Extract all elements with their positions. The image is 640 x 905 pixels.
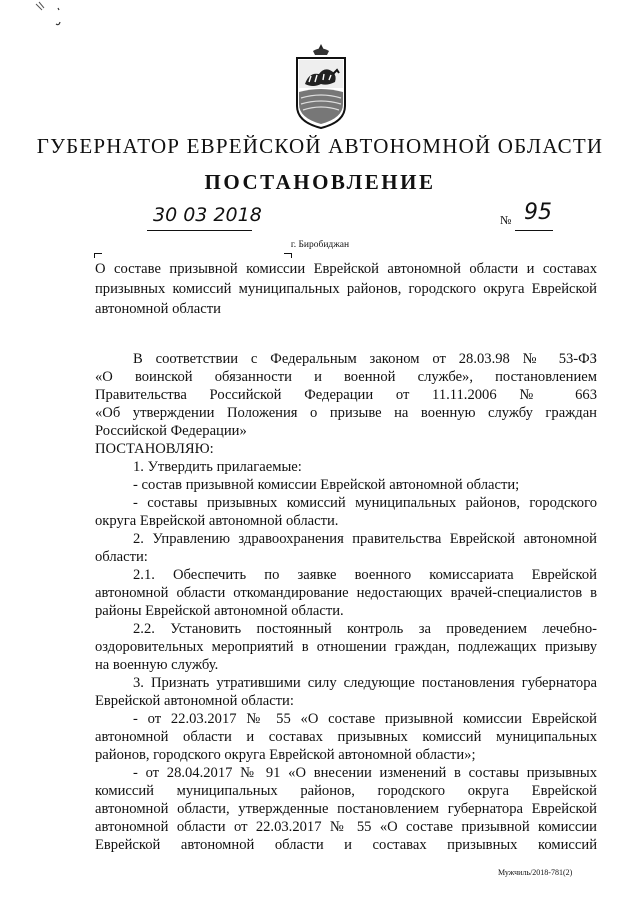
scan-marks [30, 0, 70, 36]
body-line: - состав призывной комиссии Еврейской автономной области; [133, 477, 520, 493]
body-line: автономной области откомандирование недостающих врачей-специалистов в [95, 585, 597, 601]
body-line: 3. Признать утратившими силу следующие постановления губернатора [133, 675, 597, 691]
body-line: комиссий муниципальных районов, городского округа Еврейской [95, 783, 597, 799]
body-line: округа Еврейской автономной области. [95, 513, 339, 529]
body-line: «О воинской обязанности и военной службе», постановлением [95, 369, 597, 385]
body-line: 1. Утвердить прилагаемые: [133, 459, 302, 475]
body-line: ПОСТАНОВЛЯЮ: [95, 441, 214, 457]
issuer-title: ГУБЕРНАТОР ЕВРЕЙСКОЙ АВТОНОМНОЙ ОБЛАСТИ [36, 134, 604, 158]
subject-corner-right [284, 253, 292, 258]
document-type: ПОСТАНОВЛЕНИЕ [204, 170, 436, 194]
body-line: Российской Федерации» [95, 423, 247, 439]
subject-corner-left [94, 253, 102, 258]
body-line: В соответствии с Федеральным законом от 28.03.98 № 53-ФЗ [133, 351, 597, 367]
body-line: на военную службу. [95, 657, 219, 673]
coat-of-arms-icon [291, 42, 351, 130]
body-line: оздоровительных мероприятий в отношении граждан, подлежащих призыву [95, 639, 597, 655]
body-line: Еврейской автономной области и составах призывных комиссий [95, 837, 597, 853]
body-line: 2.2. Установить постоянный контроль за проведением лечебно- [133, 621, 597, 637]
body-line: автономной области, утвержденные постановлением губернатора Еврейской [95, 801, 597, 817]
number-label: № [500, 213, 512, 227]
body-line: «Об утверждении Положения о призыве на военную службу граждан [95, 405, 597, 421]
body-line: районы Еврейской автономной области. [95, 603, 344, 619]
footer-code: Мужчиль/2018-781(2) [498, 868, 573, 877]
body-line: Еврейской автономной области: [95, 693, 294, 709]
city: г. Биробиджан [290, 240, 350, 250]
body-line: автономной области от 22.03.2017 № 55 «О составе призывной комиссии [95, 819, 597, 835]
document-number: 95 [524, 200, 552, 225]
body-line: - от 22.03.2017 № 55 «О составе призывной комиссии Еврейской [133, 711, 597, 727]
subject-line: призывных комиссий муниципальных районов, городского округа Еврейской [95, 281, 597, 297]
body-line: области: [95, 549, 148, 565]
body-line: автономной области и составах призывных комиссий муниципальных [95, 729, 597, 745]
body-line: - от 28.04.2017 № 91 «О внесении изменений в составы призывных [133, 765, 597, 781]
document-date: 30 03 2018 [153, 204, 262, 226]
body-line: 2.1. Обеспечить по заявке военного комиссариата Еврейской [133, 567, 597, 583]
subject-line: О составе призывной комиссии Еврейской автономной области и составах [95, 261, 597, 277]
body-line: Правительства Российской Федерации от 11.11.2006 № 663 [95, 387, 597, 403]
body-line: - составы призывных комиссий муниципальных районов, городского [133, 495, 597, 511]
body-line: 2. Управлению здравоохранения правительства Еврейской автономной [133, 531, 597, 547]
body-line: районов, городского округа Еврейской автономной области»; [95, 747, 476, 763]
subject-line: автономной области [95, 301, 221, 317]
